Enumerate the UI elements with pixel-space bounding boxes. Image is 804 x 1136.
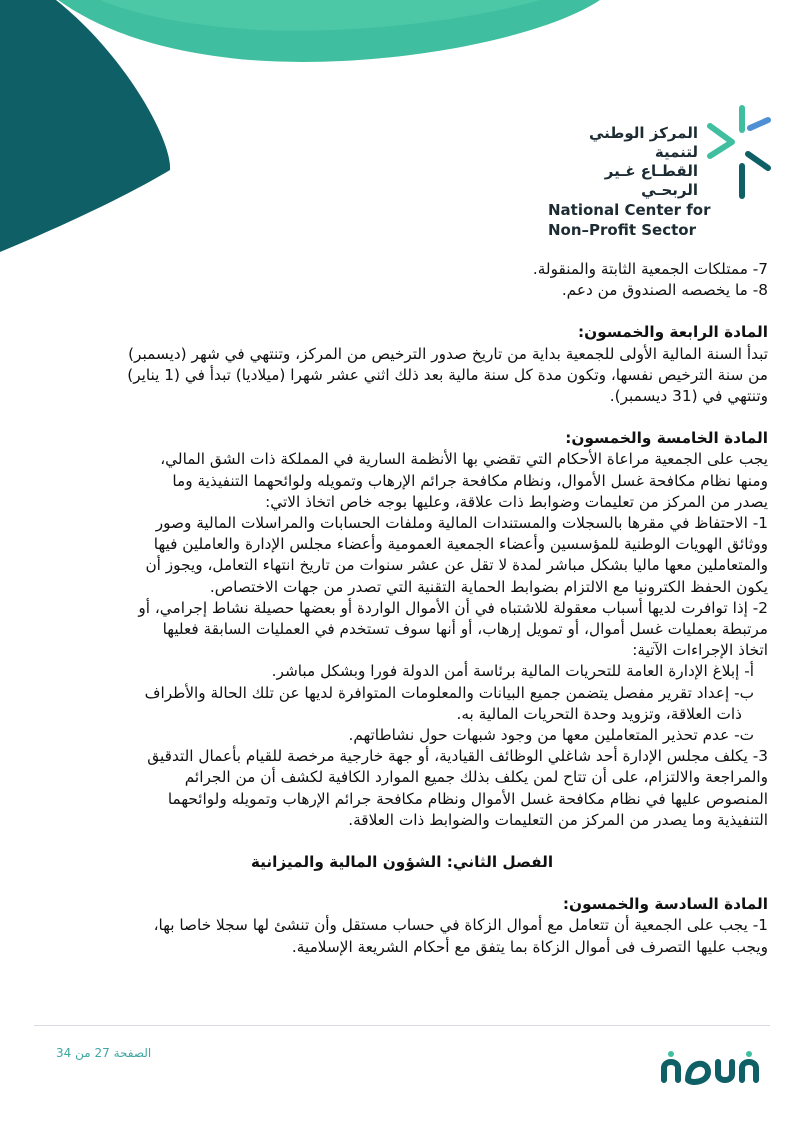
ncnp-arrows-logo-icon [704, 104, 774, 204]
logo-english-line-1: National Center for [548, 201, 711, 219]
text-line: وتنتهي في (31 ديسمبر). [609, 387, 768, 406]
article-55-title: المادة الخامسة والخمسون: [565, 429, 768, 448]
logo-arabic-line-2: القطـاع غـير الربحـي [604, 162, 698, 199]
logo-english-line-2: Non–Profit Sector [548, 221, 696, 239]
text-line: يجب على الجمعية مراعاة الأحكام التي تقضي بها الأنظمة السارية في المملكة ذات الشق المالي، [160, 450, 768, 469]
text-line: والمتعاملين معها ماليا بشكل مباشر لمدة لا تقل عن عشر سنوات من تاريخ انتهاء التعامل، ويجوز أن [145, 556, 768, 575]
text-line: والمراجعة والالتزام، على أن تتاح لمن يكلف بذلك جميع الموارد الكافية لكشف أن من الجرائم [184, 768, 768, 787]
text-line: يكون الحفظ الكترونيا مع الالتزام بضوابط الحماية التقنية التي تصدر من جهات الاختصاص. [209, 577, 768, 596]
list-item: 7- ممتلكات الجمعية الثابتة والمنقولة. [532, 260, 768, 278]
list-item: 8- ما يخصصه الصندوق من دعم. [561, 281, 768, 300]
sub-item-b: ب- إعداد تقرير مفصل يتضمن جميع البيانات والمعلومات المتوافرة لديها عن تلك الحالة والأطراف [144, 683, 754, 702]
text-line: مرتبطة بعمليات غسل أموال، أو تمويل إرهاب، أو أنها سوف تستخدم في العمليات السابقة فعليها [162, 620, 768, 639]
text-line: 3- يكلف مجلس الإدارة أحد شاغلي الوظائف القيادية، أو جهة خارجية مرخصة للقيام بأعمال التدقيق [147, 747, 768, 766]
sub-item-a: أ- إبلاغ الإدارة العامة للتحريات المالية برئاسة أمن الدولة فورا وبشكل مباشر. [271, 662, 754, 681]
article-56-title: المادة السادسة والخمسون: [562, 895, 768, 914]
text-line: يصدر من المركز من تعليمات وضوابط ذات علاقة، وعليها بوجه خاص اتخاذ الاتي: [265, 492, 768, 511]
chapter-heading: الفصل الثاني: الشؤون المالية والميزانية [250, 853, 554, 872]
text-line: من سنة الترخيص نفسها، وتكون مدة كل سنة مالية بعد ذلك اثني عشر شهرا (ميلاديا) تبدأ في (1 يناير) [127, 365, 768, 384]
sub-item-t: ت- عدم تحذير المتعاملين معها من وجود شبهات حول نشاطاتهم. [348, 726, 754, 745]
text-line: المنصوص عليها في نظام مكافحة غسل الأموال ونظام مكافحة جرائم الإرهاب وتمويله ولوائحهما [167, 789, 768, 808]
text-line: اتخاذ الإجراءات الآتية: [632, 641, 768, 660]
text-line: ووثائق الهويات الوطنية للمؤسسين وأعضاء الجمعية العمومية وأعضاء مجلس الإدارة والعاملين فيها [153, 535, 768, 554]
text-line: التنفيذية وما يصدر من المركز من التعليمات والضوابط ذات العلاقة. [348, 810, 768, 829]
text-line: تبدأ السنة المالية الأولى للجمعية بداية من تاريخ صدور الترخيص من المركز، وتنتهي في شهر (ديسمبر) [128, 344, 768, 363]
text-line: ذات العلاقة، وتزويد وحدة التحريات المالية به. [456, 704, 742, 723]
logo-text [548, 124, 711, 240]
footer-divider [34, 1025, 770, 1026]
logo-arabic-line-1: المركز الوطني لتنمية [588, 124, 698, 161]
article-54-title: المادة الرابعة والخمسون: [577, 323, 768, 342]
text-line: ويجب عليها التصرف فى أموال الزكاة بما يتفق مع أحكام الشريعة الإسلامية. [291, 937, 768, 956]
text-line: 1- يجب على الجمعية أن تتعامل مع أموال الزكاة في حساب مستقل وأن تنشئ لها سجلا خاصا بها، [153, 916, 768, 935]
nawn-brand-logo-icon [656, 1050, 762, 1090]
document-body [36, 259, 768, 958]
page-number: الصفحة 27 من 34 [56, 1046, 152, 1060]
text-line: ومنها نظام مكافحة غسل الأموال، ونظام مكافحة جرائم الإرهاب وتمويله ولوائحهما التنفيذية وما [172, 471, 768, 490]
text-line: 1- الاحتفاظ في مقرها بالسجلات والمستندات المالية وملفات الحسابات والمراسلات المالية وصور [155, 514, 768, 533]
text-line: 2- إذا توافرت لديها أسباب معقولة للاشتباه في أن الأموال الواردة أو بعضها حصيلة نشاط إجرامي، أو [138, 598, 768, 617]
